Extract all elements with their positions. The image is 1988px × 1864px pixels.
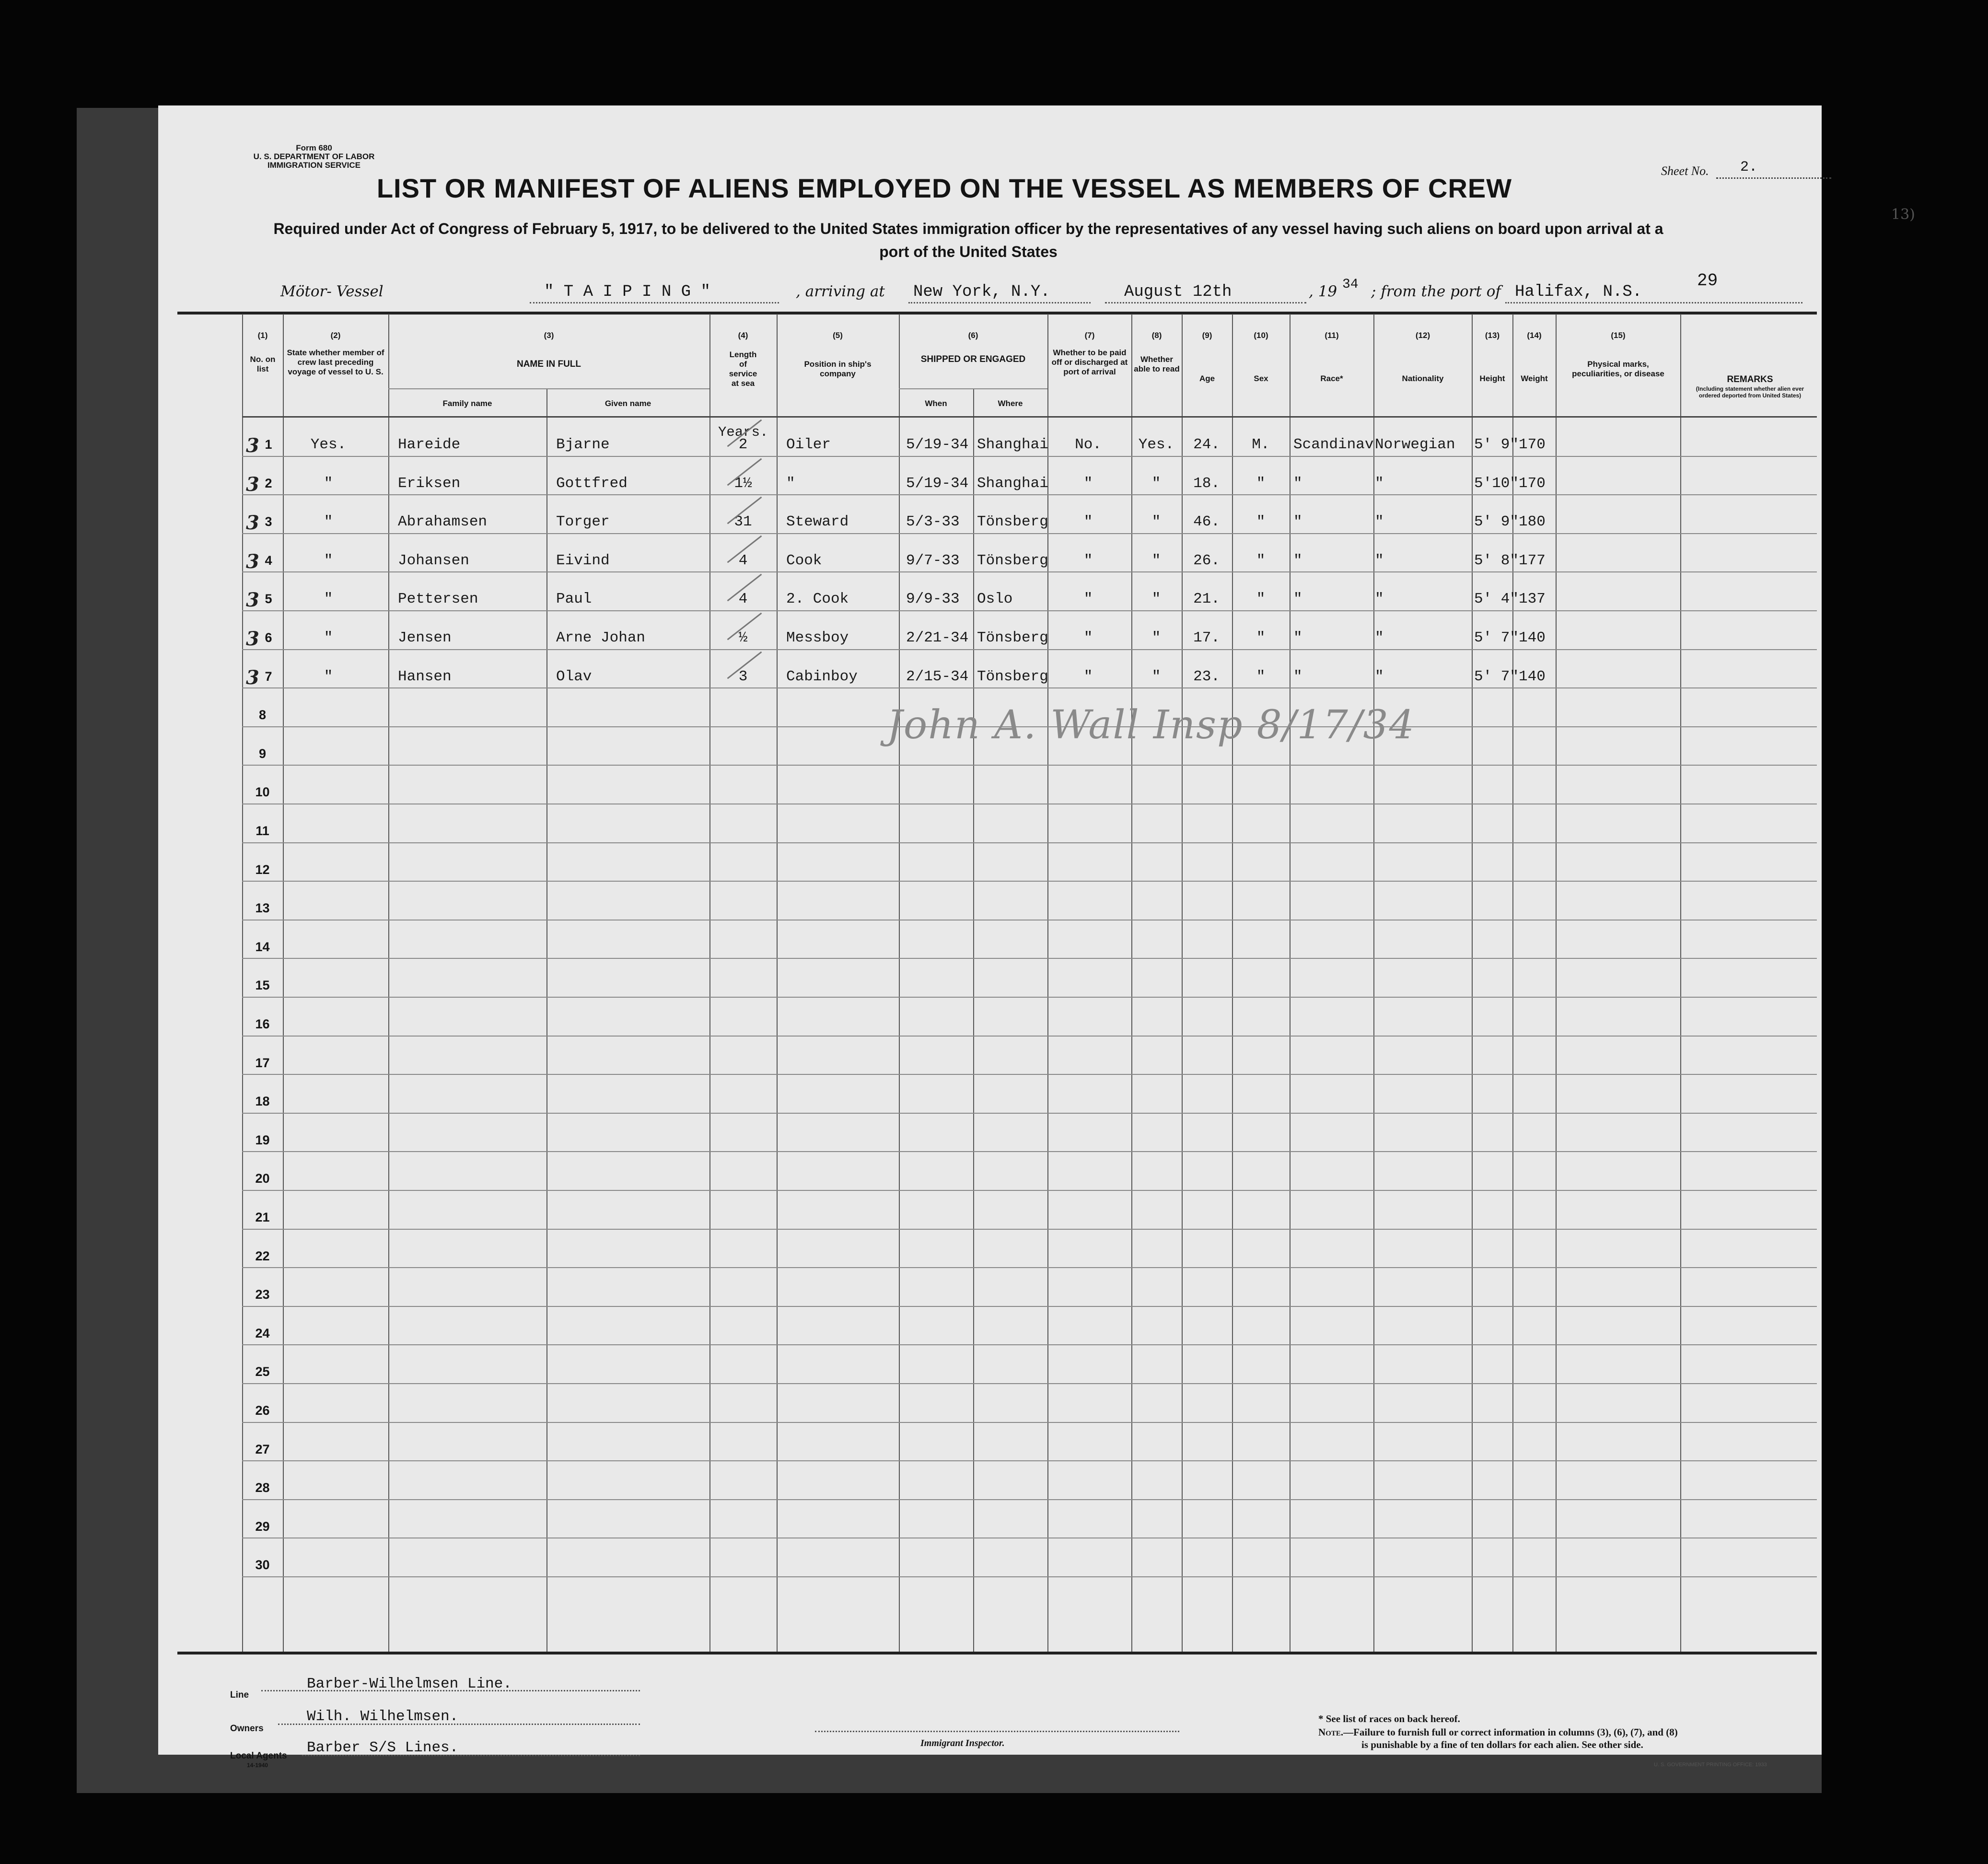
cell-family: Pettersen xyxy=(398,591,478,607)
cell-position: 2. Cook xyxy=(786,591,849,607)
row-number-prefix: 3 xyxy=(246,550,259,573)
cell-position: Cabinboy xyxy=(786,668,858,685)
cell-race: " xyxy=(1293,513,1302,530)
column-divider xyxy=(899,314,900,1652)
cell-position: Oiler xyxy=(786,436,831,453)
dotted-line xyxy=(1105,302,1306,303)
dotted-line xyxy=(278,1724,640,1725)
cell-given: Arne Johan xyxy=(556,629,646,646)
cell-family: Hansen xyxy=(398,668,452,685)
header-col11: (11) Race* xyxy=(1320,331,1343,383)
row-number: 1 xyxy=(265,437,272,452)
cell-paid-off: " xyxy=(1083,552,1093,569)
cell-race: " xyxy=(1293,552,1302,569)
row-rule xyxy=(242,1267,1817,1268)
cell-when: 5/19-34 xyxy=(906,475,969,492)
cell-age: 17. xyxy=(1193,629,1220,646)
row-number: 2 xyxy=(265,476,272,490)
row-rule xyxy=(242,842,1817,843)
dotted-line xyxy=(908,302,1091,303)
header-col14: (14) Weight xyxy=(1521,331,1548,383)
cell-height: 5' 9" xyxy=(1474,513,1519,530)
row-number: 22 xyxy=(255,1249,270,1263)
cell-nationality: " xyxy=(1375,629,1384,646)
inspector-label: Immigrant Inspector. xyxy=(920,1738,1005,1748)
cell-service: 3 xyxy=(738,668,748,685)
cell-service: 1½ xyxy=(734,475,752,492)
cell-where: Shanghai xyxy=(977,436,1048,453)
cell-given: Paul xyxy=(556,591,592,607)
cell-race: " xyxy=(1293,591,1302,607)
cell-nationality: " xyxy=(1375,552,1384,569)
cell-race: " xyxy=(1293,668,1302,685)
row-number: 29 xyxy=(255,1519,270,1534)
cell-height: 5'10" xyxy=(1474,475,1519,492)
row-rule xyxy=(242,687,1817,688)
header-when: When xyxy=(925,399,947,408)
row-rule xyxy=(242,765,1817,766)
cell-prev-voyage: " xyxy=(324,475,333,492)
cell-weight: 170 xyxy=(1519,475,1546,492)
row-number-prefix: 3 xyxy=(246,473,259,496)
dotted-line xyxy=(530,302,779,303)
cell-weight: 140 xyxy=(1519,629,1546,646)
cell-position: Steward xyxy=(786,513,849,530)
row-rule xyxy=(242,1074,1817,1075)
vessel-name: " T A I P I N G " xyxy=(544,283,710,301)
years-label: Years. xyxy=(718,424,768,440)
cell-nationality: Norwegian xyxy=(1375,436,1455,453)
cell-read: " xyxy=(1151,513,1161,530)
sheet-number-line xyxy=(1716,177,1831,179)
cell-when: 2/15-34 xyxy=(906,668,969,685)
cell-paid-off: " xyxy=(1083,668,1093,685)
row-rule xyxy=(242,610,1817,611)
cell-sex: " xyxy=(1256,513,1266,530)
row-number: 24 xyxy=(255,1326,270,1340)
row-rule xyxy=(242,1422,1817,1423)
cell-read: " xyxy=(1151,668,1161,685)
column-divider xyxy=(546,388,547,1652)
header-col2: (2) State whether member of crew last preceding voyage of vessel to U. S. xyxy=(287,331,384,376)
row-rule xyxy=(242,456,1817,457)
row-number: 7 xyxy=(265,669,272,684)
fine-note: Note.—Failure to furnish full or correct information in columns (3), (6), (7), and (8) xyxy=(1318,1726,1678,1738)
arriving-place: New York, N.Y. xyxy=(913,283,1050,301)
cell-where: Oslo xyxy=(977,591,1013,607)
year-suffix: 34 xyxy=(1342,277,1359,292)
service-name: IMMIGRATION SERVICE xyxy=(267,161,360,170)
sheet-number: 2. xyxy=(1740,159,1758,175)
row-number-prefix: 3 xyxy=(246,666,259,689)
document-subtitle xyxy=(244,217,1692,263)
cell-age: 46. xyxy=(1193,513,1220,530)
cell-weight: 180 xyxy=(1519,513,1546,530)
header-col1: (1) No. on list xyxy=(250,331,276,373)
cell-family: Abrahamsen xyxy=(398,513,488,530)
cell-prev-voyage: Yes. xyxy=(310,436,347,453)
column-divider xyxy=(973,388,974,1652)
row-rule xyxy=(242,1151,1817,1152)
row-number: 5 xyxy=(265,592,272,606)
cell-given: Gottfred xyxy=(556,475,628,492)
line-label: Line xyxy=(230,1690,249,1700)
department-name: U. S. DEPARTMENT OF LABOR xyxy=(253,152,375,161)
row-rule xyxy=(242,1344,1817,1345)
cell-age: 18. xyxy=(1193,475,1220,492)
row-rule xyxy=(242,494,1817,495)
row-rule xyxy=(242,1576,1817,1577)
cell-service: 31 xyxy=(734,513,752,530)
inspector-signature-line xyxy=(815,1731,1179,1732)
header-col4: (4) Length of service at sea xyxy=(729,331,757,388)
cell-read: Yes. xyxy=(1138,436,1174,453)
header-subrule xyxy=(899,388,1047,389)
row-number: 30 xyxy=(255,1558,270,1572)
row-rule xyxy=(242,533,1817,534)
arrival-date: August 12th xyxy=(1124,283,1232,301)
row-number: 4 xyxy=(265,553,272,568)
row-number: 8 xyxy=(258,708,267,722)
row-number: 9 xyxy=(258,746,267,761)
row-number: 18 xyxy=(255,1094,270,1108)
row-rule xyxy=(242,958,1817,959)
row-number: 12 xyxy=(255,862,270,877)
row-number: 19 xyxy=(255,1133,270,1147)
cell-weight: 140 xyxy=(1519,668,1546,685)
row-number: 17 xyxy=(255,1056,270,1070)
row-rule xyxy=(242,1460,1817,1461)
cell-nationality: " xyxy=(1375,475,1384,492)
row-number: 27 xyxy=(255,1442,270,1456)
owners-label: Owners xyxy=(230,1724,264,1734)
owners-value: Wilh. Wilhelmsen. xyxy=(307,1708,459,1725)
row-rule xyxy=(242,1036,1817,1037)
cell-paid-off: " xyxy=(1083,475,1093,492)
cell-read: " xyxy=(1151,475,1161,492)
row-rule xyxy=(242,649,1817,650)
cell-race: " xyxy=(1293,629,1302,646)
column-divider xyxy=(283,314,284,1652)
column-divider xyxy=(1373,314,1374,1652)
cell-given: Olav xyxy=(556,668,592,685)
row-number: 15 xyxy=(255,978,270,992)
from-port-label: ; from the port of xyxy=(1371,283,1501,300)
arriving-label: , arriving at xyxy=(796,283,885,300)
cell-sex: " xyxy=(1256,475,1266,492)
cell-position: " xyxy=(786,475,795,492)
header-bottom-rule xyxy=(242,416,1817,418)
cell-race: " xyxy=(1293,475,1302,492)
cell-position: Cook xyxy=(786,552,822,569)
cell-family: Eriksen xyxy=(398,475,461,492)
row-rule xyxy=(242,1306,1817,1307)
cell-age: 26. xyxy=(1193,552,1220,569)
vessel-type: Mötor- Vessel xyxy=(280,283,384,300)
cell-when: 5/3-33 xyxy=(906,513,960,530)
cell-where: Tönsberg xyxy=(977,668,1048,685)
dotted-line xyxy=(1505,302,1802,303)
cell-read: " xyxy=(1151,629,1161,646)
cell-prev-voyage: " xyxy=(324,552,333,569)
row-number-prefix: 3 xyxy=(246,434,259,457)
fine-note-continued: is punishable by a fine of ten dollars for each alien. See other side. xyxy=(1361,1739,1643,1750)
row-number: 3 xyxy=(265,514,272,529)
cell-when: 5/19-34 xyxy=(906,436,969,453)
races-note: * See list of races on back hereof. xyxy=(1318,1713,1460,1724)
cell-age: 21. xyxy=(1193,591,1220,607)
cell-position: Messboy xyxy=(786,629,849,646)
margin-number: 29 xyxy=(1697,271,1718,291)
row-number: 25 xyxy=(255,1364,270,1379)
cell-weight: 170 xyxy=(1519,436,1546,453)
header-col6: (6) SHIPPED OR ENGAGED xyxy=(920,331,1026,364)
row-number: 21 xyxy=(255,1210,270,1224)
column-divider xyxy=(709,314,710,1652)
cell-weight: 137 xyxy=(1519,591,1546,607)
header-col7: (7) Whether to be paid off or discharged at port of arrival xyxy=(1051,331,1128,376)
header-family-name: Family name xyxy=(442,399,492,408)
header-col9: (9) Age xyxy=(1199,331,1215,383)
cell-read: " xyxy=(1151,591,1161,607)
column-divider xyxy=(1556,314,1557,1652)
row-rule xyxy=(242,571,1817,572)
cell-paid-off: No. xyxy=(1075,436,1102,453)
header-col10: (10) Sex xyxy=(1254,331,1268,383)
cell-prev-voyage: " xyxy=(324,629,333,646)
printer-imprint: U. S. GOVERNMENT PRINTING OFFICE: 1933 xyxy=(1654,1762,1767,1768)
cell-given: Torger xyxy=(556,513,610,530)
form-number: Form 680 xyxy=(296,143,332,152)
header-col12: (12) Nationality xyxy=(1402,331,1444,383)
column-divider xyxy=(1680,314,1681,1652)
cell-given: Bjarne xyxy=(556,436,610,453)
header-where: Where xyxy=(998,399,1023,408)
form-identifier xyxy=(235,144,393,170)
cell-given: Eivind xyxy=(556,552,610,569)
cell-where: Tönsberg xyxy=(977,629,1048,646)
cell-paid-off: " xyxy=(1083,591,1093,607)
cell-prev-voyage: " xyxy=(324,591,333,607)
cell-height: 5' 7" xyxy=(1474,629,1519,646)
cell-sex: " xyxy=(1256,591,1266,607)
cell-service: 4 xyxy=(738,552,748,569)
local-agents-code: 14-1940 xyxy=(247,1762,268,1769)
cell-service: 4 xyxy=(738,591,748,607)
cell-service: 2 xyxy=(738,436,748,453)
cell-age: 23. xyxy=(1193,668,1220,685)
row-number: 11 xyxy=(256,824,269,838)
row-number-prefix: 3 xyxy=(246,589,259,611)
cell-when: 9/9-33 xyxy=(906,591,960,607)
row-rule xyxy=(242,1190,1817,1191)
column-divider xyxy=(777,314,778,1652)
inspector-signature: John A. Wall Insp 8/17/34 xyxy=(887,702,1415,748)
header-remarks: REMARKS (Including statement whether alien ever ordered deported from United States) xyxy=(1696,374,1804,399)
row-rule xyxy=(242,881,1817,882)
from-port: Halifax, N.S. xyxy=(1515,283,1642,301)
header-col15: (15) Physical marks, peculiarities, or disease xyxy=(1572,331,1664,378)
column-divider xyxy=(388,314,389,1652)
manifest-sheet xyxy=(158,105,1915,1769)
dotted-line xyxy=(302,1755,640,1756)
row-number: 13 xyxy=(255,901,270,915)
cell-family: Hareide xyxy=(398,436,461,453)
cell-nationality: " xyxy=(1375,591,1384,607)
row-number: 23 xyxy=(255,1287,270,1302)
cell-height: 5' 8" xyxy=(1474,552,1519,569)
column-divider xyxy=(242,314,243,1652)
row-number: 6 xyxy=(265,630,272,645)
table-top-rule xyxy=(177,312,1817,315)
cell-where: Shanghai xyxy=(977,475,1048,492)
row-number-prefix: 3 xyxy=(246,512,259,534)
local-agents-label: Local Agents xyxy=(230,1751,287,1761)
cell-sex: " xyxy=(1256,552,1266,569)
cell-sex: " xyxy=(1256,668,1266,685)
row-number: 14 xyxy=(255,940,270,954)
year-prefix: , 19 xyxy=(1309,283,1337,300)
header-given-name: Given name xyxy=(605,399,651,408)
header-col13: (13) Height xyxy=(1479,331,1505,383)
cell-sex: M. xyxy=(1252,436,1270,453)
subtitle-line-1: Required under Act of Congress of February 5, 1917, to be delivered to the United States immigration officer by the representatives of any vessel having such aliens on board upon arrival at a xyxy=(273,220,1663,237)
cell-when: 2/21-34 xyxy=(906,629,969,646)
row-number-prefix: 3 xyxy=(246,628,259,650)
cell-height: 5' 7" xyxy=(1474,668,1519,685)
cell-height: 5' 4" xyxy=(1474,591,1519,607)
cell-family: Jensen xyxy=(398,629,452,646)
header-subrule xyxy=(388,388,709,389)
header-col5: (5) Position in ship's company xyxy=(804,331,872,378)
corner-mark: 13) xyxy=(1891,206,1915,223)
subtitle-line-2: port of the United States xyxy=(879,243,1058,260)
cell-age: 24. xyxy=(1193,436,1220,453)
cell-race: Scandinav xyxy=(1293,436,1374,453)
cell-prev-voyage: " xyxy=(324,668,333,685)
cell-paid-off: " xyxy=(1083,513,1093,530)
table-bottom-rule xyxy=(177,1652,1817,1654)
document-title: LIST OR MANIFEST OF ALIENS EMPLOYED ON THE VESSEL AS MEMBERS OF CREW xyxy=(376,173,1512,203)
row-rule xyxy=(242,1499,1817,1500)
row-number: 28 xyxy=(255,1480,270,1495)
row-rule xyxy=(242,997,1817,998)
cell-paid-off: " xyxy=(1083,629,1093,646)
header-col3: (3) NAME IN FULL xyxy=(516,331,581,369)
row-number: 16 xyxy=(255,1017,270,1031)
row-number: 20 xyxy=(255,1171,270,1186)
header-col8: (8) Whether able to read xyxy=(1134,331,1180,373)
cell-sex: " xyxy=(1256,629,1266,646)
cell-nationality: " xyxy=(1375,513,1384,530)
dotted-line xyxy=(261,1690,640,1691)
row-rule xyxy=(242,1229,1817,1230)
cell-nationality: " xyxy=(1375,668,1384,685)
sheet-label: Sheet No. xyxy=(1661,164,1709,178)
cell-where: Tönsberg xyxy=(977,552,1048,569)
cell-prev-voyage: " xyxy=(324,513,333,530)
line-value: Barber-Wilhelmsen Line. xyxy=(307,1676,512,1692)
row-rule xyxy=(242,1113,1817,1114)
row-rule xyxy=(242,1383,1817,1384)
cell-weight: 177 xyxy=(1519,552,1546,569)
column-divider xyxy=(1472,314,1473,1652)
cell-height: 5' 9" xyxy=(1474,436,1519,453)
cell-where: Tönsberg xyxy=(977,513,1048,530)
row-number: 10 xyxy=(255,785,270,799)
cell-read: " xyxy=(1151,552,1161,569)
cell-when: 9/7-33 xyxy=(906,552,960,569)
cell-family: Johansen xyxy=(398,552,469,569)
row-number: 26 xyxy=(255,1403,270,1418)
local-agents-value: Barber S/S Lines. xyxy=(307,1739,459,1756)
cell-service: ½ xyxy=(738,629,748,646)
